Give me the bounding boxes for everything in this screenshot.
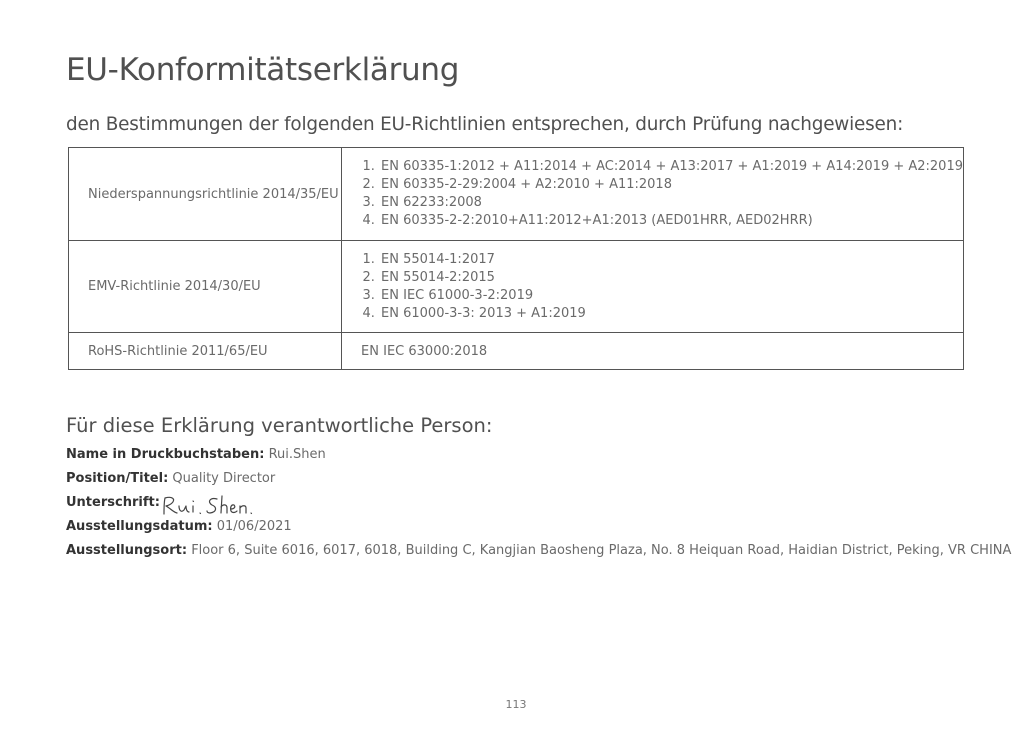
- standard-item: 2. EN 60335-2-29:2004 + A2:2010 + A11:2018: [379, 176, 963, 194]
- position-line: [66, 470, 275, 488]
- standard-cell: EN IEC 63000:2018: [342, 333, 964, 370]
- standards-cell: [342, 241, 964, 333]
- page-number: 113: [505, 698, 527, 711]
- date-line: [66, 518, 292, 536]
- standards-list: [361, 251, 963, 323]
- place-value: Floor 6, Suite 6016, 6017, 6018, Building C, Kangjian Baosheng Plaza, No. 8 Heiquan Road, Haidian District, Peking, VR CHINA: [191, 543, 1012, 558]
- table-row: [69, 148, 964, 241]
- standard-item: 1. EN 60335-1:2012 + A11:2014 + AC:2014 + A13:2017 + A1:2019 + A14:2019 + A2:2019: [379, 158, 963, 176]
- standard-item: 1. EN 55014-1:2017: [379, 251, 963, 269]
- position-value: Quality Director: [172, 471, 276, 486]
- signature-label: Unterschrift:: [66, 495, 160, 510]
- standards-list: [361, 158, 963, 230]
- name-value: Rui.Shen: [268, 447, 326, 462]
- standard-item: 4. EN 60335-2-2:2010+A11:2012+A1:2013 (AED01HRR, AED02HRR): [379, 212, 963, 230]
- directives-table: [68, 147, 964, 370]
- signature-image: [160, 494, 270, 518]
- position-label: Position/Titel:: [66, 471, 169, 486]
- table-row: [69, 241, 964, 333]
- signature-line: [66, 494, 160, 512]
- directive-name: EMV-Richtlinie 2014/30/EU: [69, 241, 342, 333]
- page-title: EU-Konformitätserklärung: [66, 52, 460, 88]
- standard-item: 2. EN 55014-2:2015: [379, 269, 963, 287]
- place-label: Ausstellungsort:: [66, 543, 188, 558]
- responsible-heading: Für diese Erklärung verantwortliche Person:: [66, 414, 493, 437]
- standard-item: 4. EN 61000-3-3: 2013 + A1:2019: [379, 305, 963, 323]
- name-line: [66, 446, 326, 464]
- standards-cell: [342, 148, 964, 241]
- standard-item: 3. EN IEC 61000-3-2:2019: [379, 287, 963, 305]
- table-row: [69, 333, 964, 370]
- directive-name: RoHS-Richtlinie 2011/65/EU: [69, 333, 342, 370]
- directive-name: Niederspannungsrichtlinie 2014/35/EU: [69, 148, 342, 241]
- place-line: [66, 542, 1011, 560]
- standard-item: 3. EN 62233:2008: [379, 194, 963, 212]
- name-label: Name in Druckbuchstaben:: [66, 447, 265, 462]
- date-label: Ausstellungsdatum:: [66, 519, 213, 534]
- date-value: 01/06/2021: [216, 519, 292, 534]
- intro-text: den Bestimmungen der folgenden EU-Richtlinien entsprechen, durch Prüfung nachgewiesen:: [66, 114, 904, 135]
